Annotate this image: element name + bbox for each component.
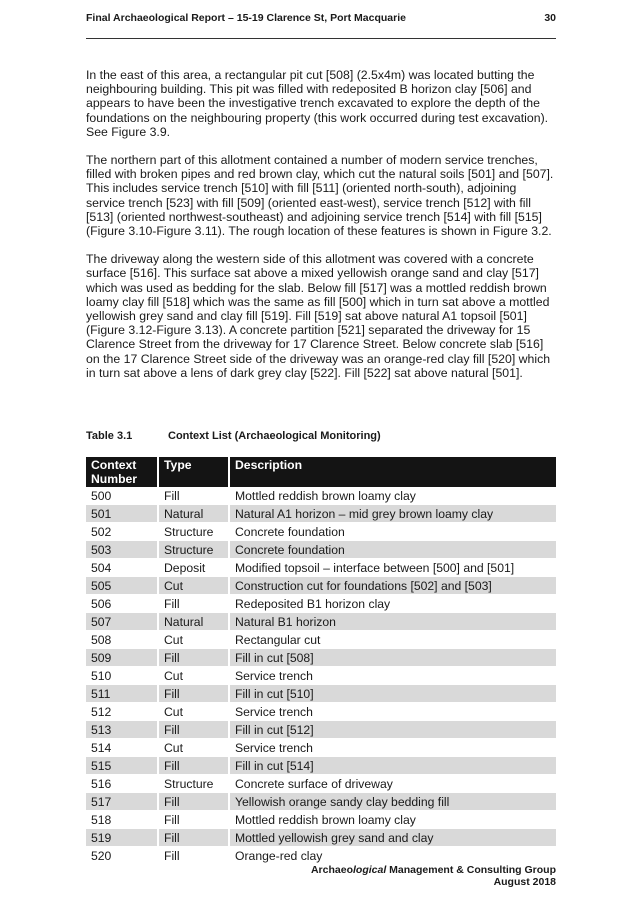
table-row (86, 541, 556, 559)
table-row (86, 847, 556, 865)
paragraph: The northern part of this allotment contained a number of modern service trenches, filled with broken pipes and red brown clay, which cut the natural soils [501] and [507]. This includes service trench [510] with fill [511] (oriented north-south), adjoining service trench [523] with fill [509] (oriented east-west), service trench [512] with fill [513] (oriented northwest-southeast) and adjoining service trench [514] with fill [515] (Figure 3.10-Figure 3.11). The rough location of these features is shown in Figure 3.2. (86, 153, 554, 239)
context-number-cell: 508 (86, 631, 158, 649)
table-row (86, 739, 556, 757)
context-number-cell: 511 (86, 685, 158, 703)
table-row (86, 829, 556, 847)
context-number-cell: 504 (86, 559, 158, 577)
table-row (86, 523, 556, 541)
table-row (86, 667, 556, 685)
description-cell: Rectangular cut (229, 631, 556, 649)
type-cell: Fill (158, 847, 229, 865)
description-cell: Yellowish orange sandy clay bedding fill (229, 793, 556, 811)
type-cell: Natural (158, 505, 229, 523)
context-number-cell: 501 (86, 505, 158, 523)
type-cell: Structure (158, 775, 229, 793)
table-row (86, 811, 556, 829)
description-cell: Mottled reddish brown loamy clay (229, 487, 556, 505)
description-cell: Concrete foundation (229, 523, 556, 541)
description-cell: Fill in cut [512] (229, 721, 556, 739)
table-body (86, 487, 556, 865)
table-row (86, 721, 556, 739)
table-row (86, 487, 556, 505)
table-row (86, 757, 556, 775)
table-row (86, 631, 556, 649)
table-number: Table 3.1 (86, 430, 133, 442)
table-title: Context List (Archaeological Monitoring) (168, 430, 381, 442)
table-row (86, 685, 556, 703)
context-number-cell: 517 (86, 793, 158, 811)
organisation-name: Archaeological Management & Consulting Group (310, 864, 556, 876)
description-cell: Fill in cut [510] (229, 685, 556, 703)
paragraph: The driveway along the western side of this allotment was covered with a concrete surface [516]. This surface sat above a mixed yellowish orange sand and clay [517] which was used as bedding for the slab. Below fill [517] was a mottled reddish brown loamy clay fill [518] which was the same as fill [500] which in turn sat above a mottled yellowish grey sand and clay fill [519]. Fill [519] sat above natural A1 topsoil [501] (Figure 3.12-Figure 3.13). A concrete partition [521] separated the driveway for 15 Clarence Street from the driveway for 17 Clarence Street. Below concrete slab [516] on the 17 Clarence Street side of the driveway was an orange-red clay fill [520] which in turn sat above a lens of dark grey clay [522]. Fill [522] sat above natural [501]. (86, 252, 551, 380)
type-cell: Fill (158, 649, 229, 667)
header-type: Type (158, 457, 229, 487)
context-number-cell: 505 (86, 577, 158, 595)
type-cell: Fill (158, 829, 229, 847)
context-number-cell: 515 (86, 757, 158, 775)
table-row (86, 559, 556, 577)
description-cell: Natural A1 horizon – mid grey brown loamy clay (229, 505, 556, 523)
context-table (86, 457, 556, 865)
table-row (86, 577, 556, 595)
table-row (86, 775, 556, 793)
context-number-cell: 502 (86, 523, 158, 541)
description-cell: Mottled yellowish grey sand and clay (229, 829, 556, 847)
table-row (86, 703, 556, 721)
type-cell: Cut (158, 703, 229, 721)
table-row (86, 505, 556, 523)
description-cell: Mottled reddish brown loamy clay (229, 811, 556, 829)
context-number-cell: 510 (86, 667, 158, 685)
type-cell: Fill (158, 757, 229, 775)
body-text (86, 68, 556, 394)
type-cell: Fill (158, 595, 229, 613)
type-cell: Fill (158, 487, 229, 505)
table-row (86, 649, 556, 667)
type-cell: Structure (158, 541, 229, 559)
context-number-cell: 516 (86, 775, 158, 793)
context-number-cell: 509 (86, 649, 158, 667)
context-number-cell: 506 (86, 595, 158, 613)
type-cell: Cut (158, 631, 229, 649)
table-header-row (86, 457, 556, 487)
type-cell: Cut (158, 577, 229, 595)
type-cell: Fill (158, 685, 229, 703)
table-row (86, 613, 556, 631)
table-caption (86, 430, 556, 442)
type-cell: Cut (158, 667, 229, 685)
description-cell: Natural B1 horizon (229, 613, 556, 631)
description-cell: Service trench (229, 739, 556, 757)
type-cell: Fill (158, 721, 229, 739)
type-cell: Fill (158, 793, 229, 811)
report-title: Final Archaeological Report – 15-19 Clarence St, Port Macquarie (86, 12, 406, 24)
context-number-cell: 512 (86, 703, 158, 721)
page-footer (300, 864, 556, 888)
description-cell: Construction cut for foundations [502] and [503] (229, 577, 556, 595)
context-number-cell: 518 (86, 811, 158, 829)
description-cell: Fill in cut [514] (229, 757, 556, 775)
table-row (86, 595, 556, 613)
description-cell: Redeposited B1 horizon clay (229, 595, 556, 613)
context-number-cell: 519 (86, 829, 158, 847)
description-cell: Service trench (229, 703, 556, 721)
header-description: Description (229, 457, 556, 487)
description-cell: Concrete foundation (229, 541, 556, 559)
description-cell: Orange-red clay (229, 847, 556, 865)
context-number-cell: 507 (86, 613, 158, 631)
paragraph: In the east of this area, a rectangular pit cut [508] (2.5x4m) was located butting the neighbouring building. This pit was filled with redeposited B horizon clay [506] and appears to have been the investigative trench excavated to explore the depth of the foundations on the neighbouring property (this work occurred during test excavation). See Figure 3.9. (86, 68, 549, 139)
report-date: August 2018 (493, 876, 556, 888)
context-number-cell: 503 (86, 541, 158, 559)
type-cell: Cut (158, 739, 229, 757)
description-cell: Service trench (229, 667, 556, 685)
type-cell: Structure (158, 523, 229, 541)
type-cell: Fill (158, 811, 229, 829)
context-number-cell: 520 (86, 847, 158, 865)
page-number: 30 (544, 12, 556, 24)
header-context-number: Context Number (86, 457, 158, 487)
description-cell: Modified topsoil – interface between [500] and [501] (229, 559, 556, 577)
description-cell: Concrete surface of driveway (229, 775, 556, 793)
type-cell: Natural (158, 613, 229, 631)
page-header (86, 12, 556, 39)
table-row (86, 793, 556, 811)
description-cell: Fill in cut [508] (229, 649, 556, 667)
context-number-cell: 500 (86, 487, 158, 505)
context-number-cell: 514 (86, 739, 158, 757)
type-cell: Deposit (158, 559, 229, 577)
context-number-cell: 513 (86, 721, 158, 739)
